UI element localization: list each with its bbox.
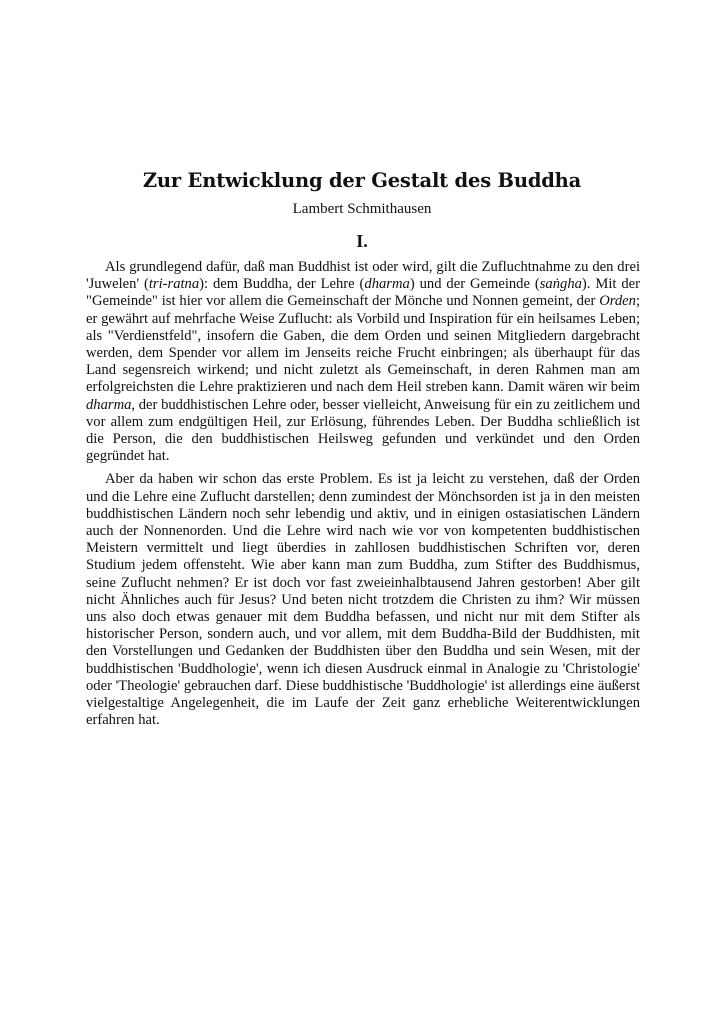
- italic-term: dharma: [364, 276, 410, 293]
- text-run: Aber da haben wir schon das erste Problem. Es ist ja leicht zu verstehen, daß der Orden und die Lehre eine Zuflucht darstellen; denn zumindest der Mönchsorden ist ja in den meisten buddhistischen Ländern noch sehr lebendig und aktiv, und in einigen ostasiatischen Ländern auch der Nonnenorden. Und die Lehre wird nach wie vor von kompetenten buddhistischen Meistern vermittelt und liegt überdies in zahllosen buddhistischen Schriften vor, deren Studium jedem offensteht. Wie aber kann man zum Buddha, zum Stifter des Buddhismus, seine Zuflucht nehmen? Er ist doch vor fast zweieinhalbtausend Jahren gestorben! Aber gilt nicht Ähnliches auch für Jesus? Und beten nicht trotzdem die Christen zu ihm? Wir müssen uns also doch etwas genauer mit dem Buddha befassen, und nicht nur mit dem Stifter als historischer Person, sondern auch, und vor allem, mit dem Buddha-Bild der Buddhisten, mit den Vorstellungen und Gedanken der Buddhisten über den Buddha und sein Wesen, mit der buddhistischen 'Buddhologie', wenn ich diesen Ausdruck einmal in Analogie zu 'Christologie' oder 'Theologie' gebrauchen darf. Diese buddhistische 'Buddhologie' ist allerdings eine äußerst vielgestaltige Angelegenheit, die im Laufe der Zeit ganz erhebliche Weiterentwicklungen erfahren hat.: [86, 471, 640, 729]
- text-run: ). Mit der "Gemeinde" ist hier vor allem die Gemeinschaft der Mönche und Nonnen gemeint, der: [86, 276, 641, 310]
- section-heading: I.: [356, 231, 368, 251]
- text-run: ): dem Buddha, der Lehre (: [199, 276, 365, 293]
- author-name: Lambert Schmithausen: [292, 201, 432, 217]
- text-run: ) und der Gemeinde (: [409, 276, 540, 293]
- text-run: Als grundlegend dafür, daß man Buddhist ist oder wird, gilt die Zufluchtnahme zu den drei 'Juwelen' (: [86, 259, 640, 293]
- paragraph-2: [86, 471, 640, 729]
- paper-title: Zur Entwicklung der Gestalt des Buddha: [142, 169, 582, 192]
- italic-term: tri-ratna: [148, 276, 200, 293]
- italic-term: Orden: [599, 293, 636, 310]
- text-run: ; er gewährt auf mehrfache Weise Zuflucht: als Vorbild und Inspiration für ein heilsames Leben; als "Verdienstfeld", insofern die Gaben, die dem Orden und seinen Mitgliedern dargebracht werden, dem Spender vor allem im Jenseits reiche Frucht einbringen; als überhaupt für das Land segensreich wirkend; und nicht zuletzt als Gemeinschaft, in deren Rahmen man am erfolgreichsten die Lehre praktizieren und nach dem Heil streben kann. Damit wären wir beim: [86, 293, 640, 396]
- italic-term: dharma: [86, 396, 132, 413]
- italic-term: saṅgha: [539, 276, 582, 293]
- paragraph-1: [86, 259, 640, 465]
- body-text: [86, 259, 640, 735]
- text-run: , der buddhistischen Lehre oder, besser vielleicht, Anweisung für ein zu zeitlichem und vor allem zum endgültigen Heil, zur Erlösung, führendes Leben. Der Buddha schließlich ist die Person, die den buddhistischen Heilsweg gefunden und verkündet und den Orden gegründet hat.: [86, 396, 640, 465]
